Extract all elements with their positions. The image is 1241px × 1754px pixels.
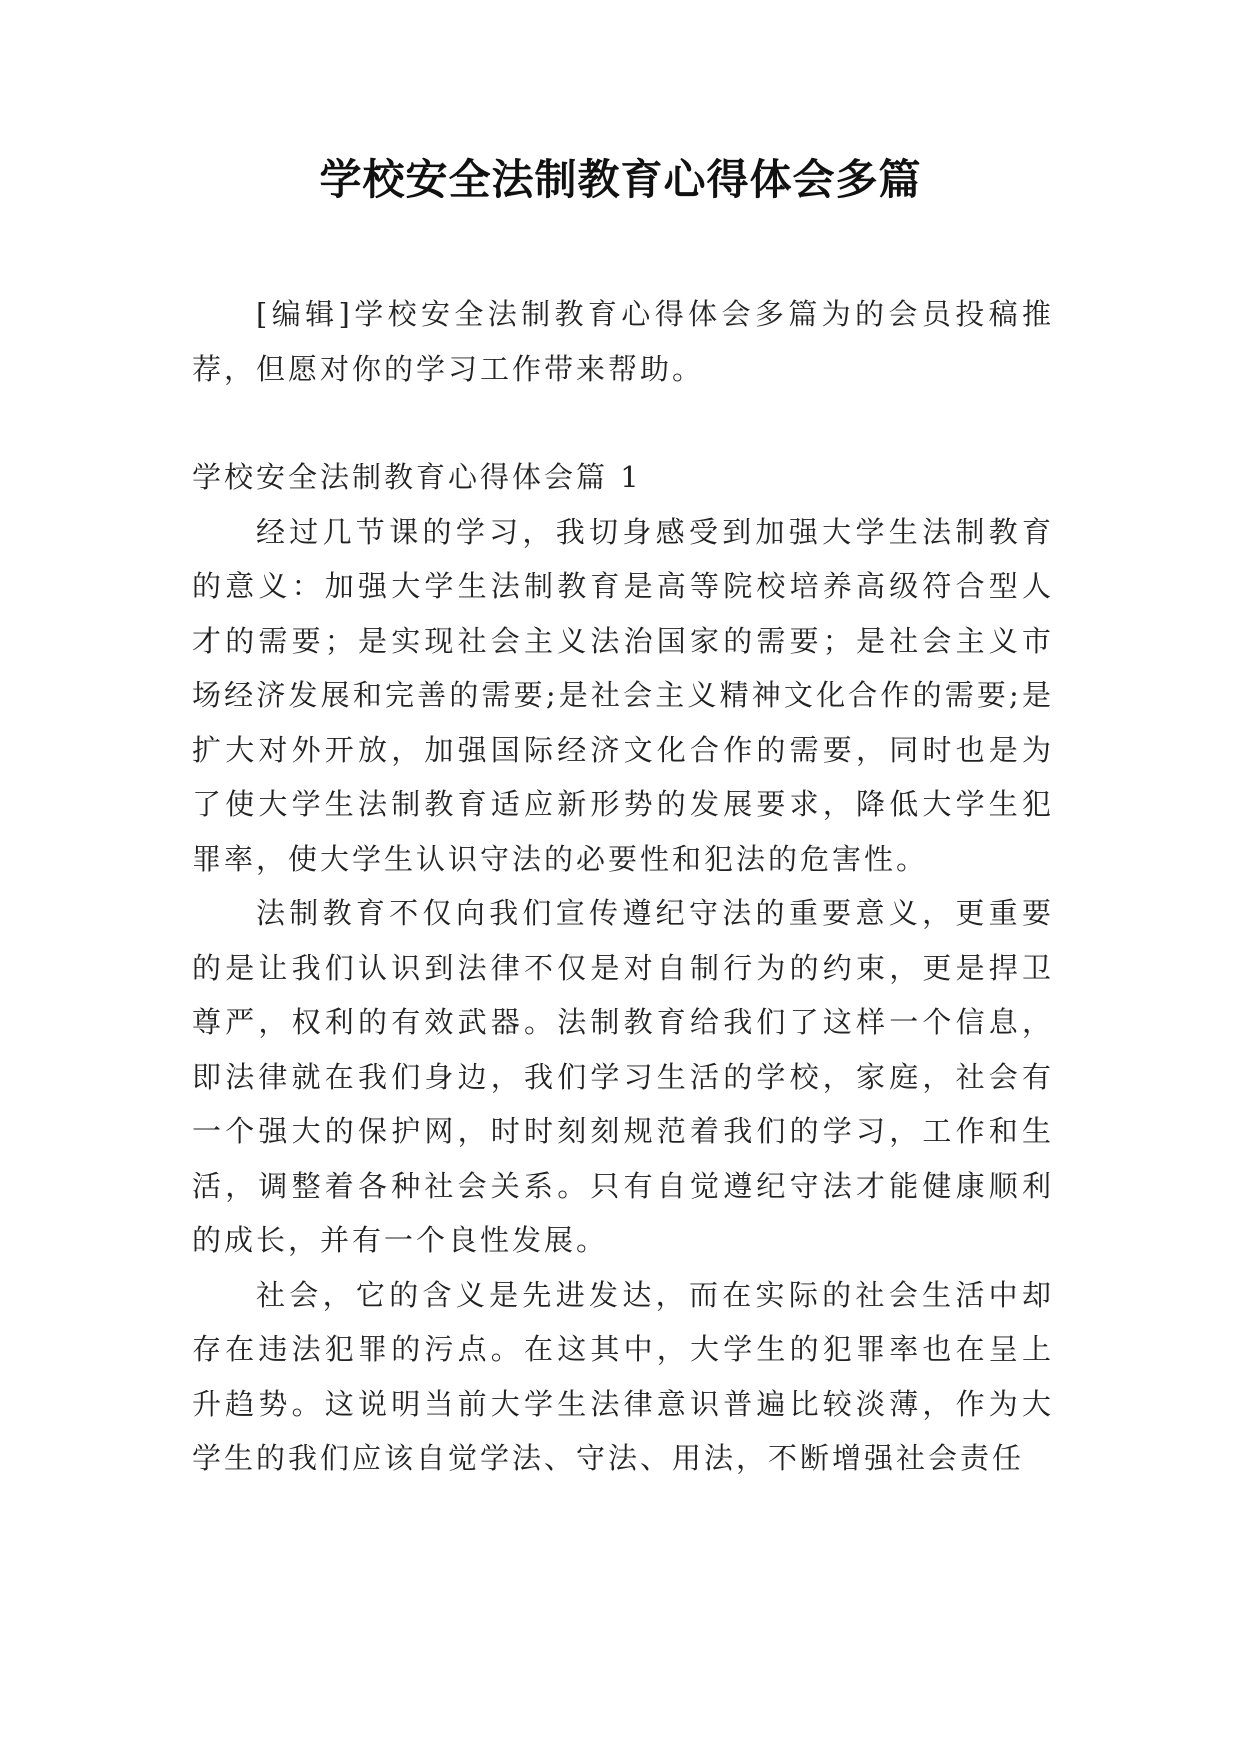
document-body (192, 287, 1054, 1486)
body-paragraph-3: 社会，它的含义是先进发达，而在实际的社会生活中却存在违法犯罪的污点。在这其中，大学生的犯罪率也在呈上升趋势。这说明当前大学生法律意识普遍比较淡薄，作为大学生的我们应该自觉学法、守法、用法，不断增强社会责任 (192, 1277, 1054, 1475)
body-paragraph-2: 法制教育不仅向我们宣传遵纪守法的重要意义，更重要的是让我们认识到法律不仅是对自制行为的约束，更是捍卫尊严，权利的有效武器。法制教育给我们了这样一个信息，即法律就在我们身边，我们学习生活的学校，家庭，社会有一个强大的保护网，时时刻刻规范着我们的学习，工作和生活，调整着各种社会关系。只有自觉遵纪守法才能健康顺利的成长，并有一个良性发展。 (192, 896, 1054, 1257)
intro-paragraph: [编辑]学校安全法制教育心得体会多篇为的会员投稿推荐，但愿对你的学习工作带来帮助。 (192, 297, 1054, 386)
body-paragraph-1: 经过几节课的学习，我切身感受到加强大学生法制教育的意义：加强大学生法制教育是高等院校培养高级符合型人才的需要；是实现社会主义法治国家的需要；是社会主义市场经济发展和完善的需要;是社会主义精神文化合作的需要;是扩大对外开放，加强国际经济文化合作的需要，同时也是为了使大学生法制教育适应新形势的发展要求，降低大学生犯罪率，使大学生认识守法的必要性和犯法的危害性。 (192, 514, 1054, 876)
section-heading: 学校安全法制教育心得体会篇 1 (192, 460, 642, 494)
document-title: 学校安全法制教育心得体会多篇 (319, 155, 922, 204)
